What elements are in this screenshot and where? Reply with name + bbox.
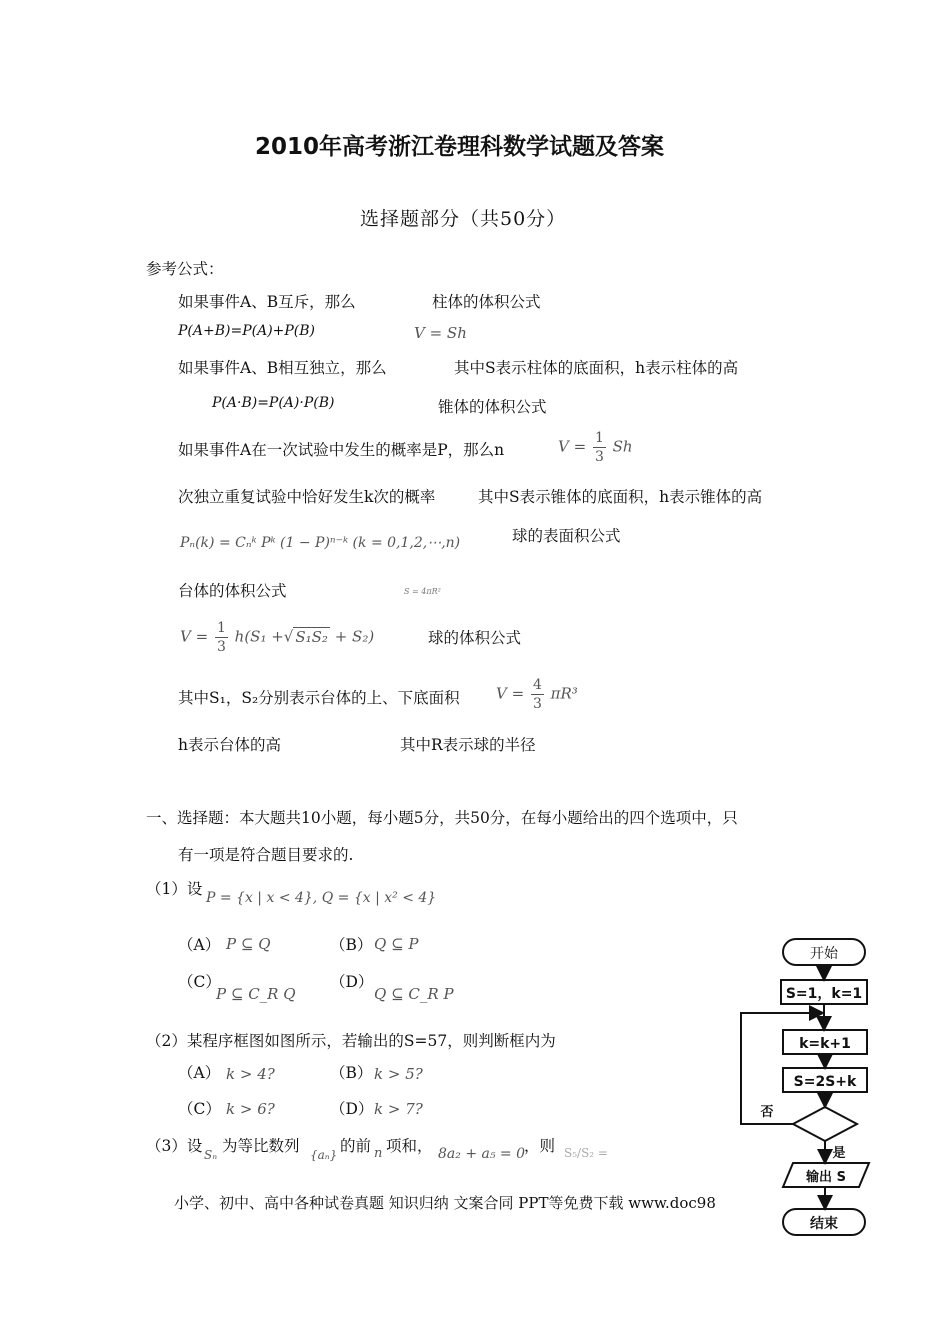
mutex-formula: P(A+B)=P(A)+P(B): [178, 323, 316, 339]
frustum-formula-v: V =: [180, 627, 209, 646]
q1-option-b: Q ⊆ P: [374, 935, 419, 953]
pyramid-title: 锥体的体积公式: [438, 398, 547, 416]
sphere-area-formula: S = 4πR²: [404, 587, 441, 596]
flow-init-text: S=1，k=1: [785, 986, 863, 1002]
q2-option-d-label: （D）: [330, 1100, 374, 1118]
independent-formula: P(A·B)=P(A)·P(B): [212, 395, 335, 411]
q3-stem-d: 项和，: [386, 1137, 433, 1155]
pyramid-fraction: [593, 429, 606, 466]
pyramid-fraction-den: 3: [594, 449, 604, 465]
trial-text: 如果事件A在一次试验中发生的概率是P，那么n: [178, 441, 505, 459]
frustum-fraction-num: 1: [216, 620, 226, 636]
q1-option-d-label: （D）: [330, 973, 374, 991]
q1-option-d: Q ⊆ C_R P: [374, 985, 454, 1003]
flow-decision-diamond: [793, 1107, 857, 1141]
page-title: 2010年高考浙江卷理科数学试题及答案: [255, 134, 665, 160]
q3-an: {aₙ}: [310, 1148, 338, 1162]
binomial-formula: Pₙ(k) = Cₙᵏ Pᵏ (1 − P)ⁿ⁻ᵏ (k = 0,1,2,⋯,n): [180, 535, 461, 551]
q3-formula: 8a₂ + a₅ = 0: [438, 1146, 525, 1162]
pyramid-formula-rest: Sh: [612, 437, 633, 456]
frustum-h-note: h表示台体的高: [178, 736, 281, 754]
q1-option-a-label: （A）: [178, 936, 221, 954]
q3-stem-e: ，则: [524, 1137, 556, 1155]
sphere-volume-fraction: [531, 676, 544, 713]
q2-option-a-label: （A）: [178, 1064, 221, 1082]
pyramid-formula: [558, 429, 633, 466]
q1-option-c-label: （C）: [178, 973, 221, 991]
sphere-volume-formula: [496, 676, 578, 713]
q3-stem-b: 为等比数列: [222, 1137, 300, 1155]
q2-option-d: k > 7?: [374, 1100, 423, 1118]
flow-yes-label: 是: [832, 1146, 846, 1161]
q2-stem: （2）某程序框图如图所示，若输出的S=57，则判断框内为: [146, 1032, 556, 1050]
pyramid-fraction-num: 1: [594, 430, 604, 446]
frustum-formula-post: + S₂): [334, 627, 375, 646]
q1-option-c: P ⊆ C_R Q: [216, 985, 296, 1003]
mutex-text: 如果事件A、B互斥，那么: [178, 293, 356, 311]
sphere-area-title: 球的表面积公式: [512, 527, 621, 545]
q3-stem-c: 的前: [340, 1137, 372, 1155]
q1-formula: P = {x | x < 4}, Q = {x | x² < 4}: [206, 890, 437, 906]
reference-formulas-label: 参考公式：: [146, 260, 224, 278]
prism-title: 柱体的体积公式: [432, 293, 541, 311]
frustum-formula-pre: h(S₁ +: [234, 627, 284, 646]
section1-line1: 一、选择题：本大题共10小题，每小题5分，共50分，在每小题给出的四个选项中，只: [146, 809, 738, 827]
q2-option-b: k > 5?: [374, 1065, 423, 1083]
prism-note: 其中S表示柱体的底面积，h表示柱体的高: [454, 359, 739, 377]
flow-no-label: 否: [760, 1105, 774, 1120]
sphere-volume-v: V =: [496, 684, 525, 703]
frustum-title: 台体的体积公式: [178, 582, 287, 600]
frustum-formula: V = $\frac{1}{3}$ h(S₁ +√ S₁S₂ + S₂): [180, 620, 375, 655]
q1-option-a: P ⊆ Q: [226, 935, 271, 953]
sphere-volume-den: 3: [532, 696, 542, 712]
q2-option-c-label: （C）: [178, 1100, 221, 1118]
flow-step2-text: S=2S+k: [793, 1074, 857, 1090]
q1-stem: （1）设: [146, 880, 203, 898]
pyramid-formula-v: V =: [558, 437, 587, 456]
q1-option-b-label: （B）: [330, 936, 373, 954]
sphere-volume-rest: πR³: [550, 684, 578, 703]
pyramid-note: 其中S表示锥体的底面积，h表示锥体的高: [478, 488, 763, 506]
q2-option-b-label: （B）: [330, 1064, 373, 1082]
frustum-formula-sqrt: S₁S₂: [295, 627, 328, 646]
sphere-volume-title: 球的体积公式: [428, 629, 522, 647]
flow-output-text: 输出 S: [806, 1170, 846, 1185]
frustum-note: 其中S₁，S₂分别表示台体的上、下底面积: [178, 689, 460, 707]
prism-formula: V = Sh: [414, 324, 467, 342]
q3-stem-a: （3）设: [146, 1137, 203, 1155]
sphere-note: 其中R表示球的半径: [400, 736, 536, 754]
q3-n: n: [374, 1146, 383, 1161]
section1-line2: 有一项是符合题目要求的.: [178, 846, 354, 864]
q3-tail-formula: S₅/S₂ =: [564, 1146, 608, 1160]
flow-start-text: 开始: [810, 946, 838, 962]
footer-ad: 小学、初中、高中各种试卷真题 知识归纳 文案合同 PPT等免费下载 www.doc98: [174, 1194, 716, 1212]
flow-end-text: 结束: [810, 1216, 838, 1232]
sphere-volume-num: 4: [532, 677, 542, 693]
q2-option-c: k > 6?: [226, 1100, 275, 1118]
section-subtitle: 选择题部分（共50分）: [360, 208, 567, 230]
q3-sn: Sₙ: [204, 1148, 218, 1162]
independent-text: 如果事件A、B相互独立，那么: [178, 359, 387, 377]
flow-step1-text: k=k+1: [799, 1036, 851, 1052]
frustum-fraction-den: 3: [216, 639, 226, 655]
q2-option-a: k > 4?: [226, 1065, 275, 1083]
trial-text-2: 次独立重复试验中恰好发生k次的概率: [178, 488, 436, 506]
frustum-fraction: [215, 619, 228, 656]
program-flowchart: [735, 935, 885, 1245]
